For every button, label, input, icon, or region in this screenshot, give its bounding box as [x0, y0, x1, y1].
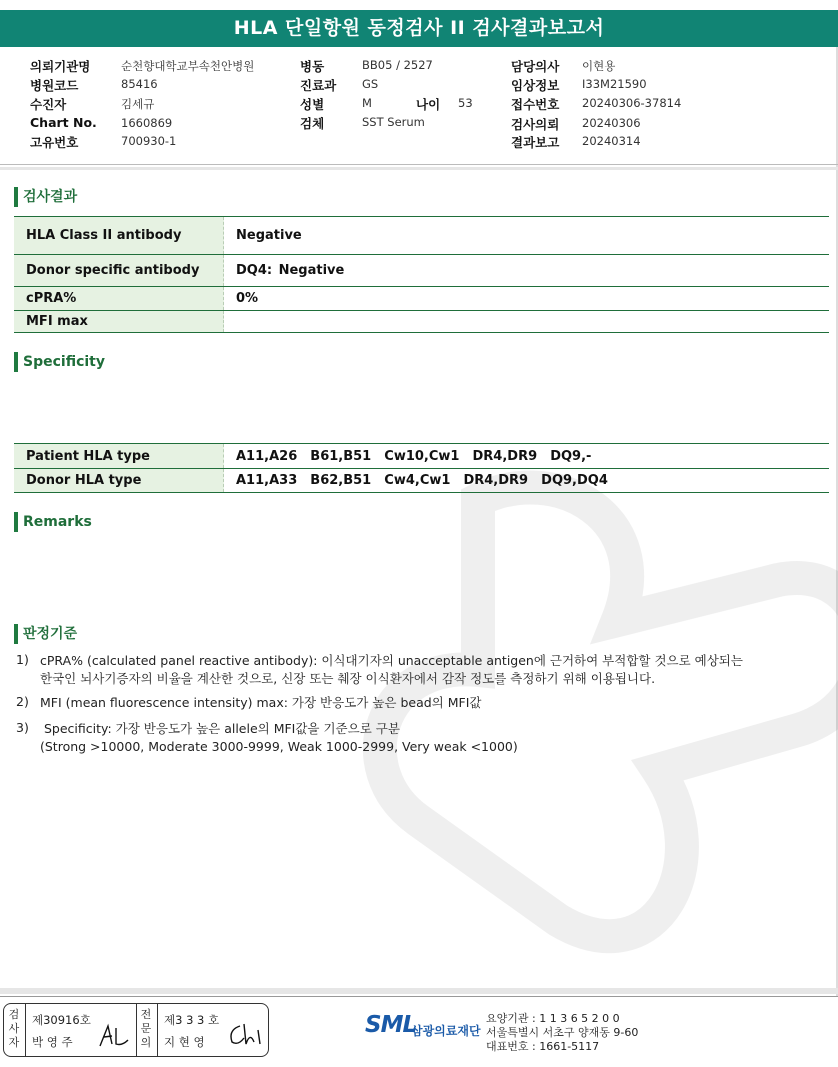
- table-row: [14, 469, 829, 493]
- row-value: Negative: [236, 228, 302, 243]
- org-address: [486, 1012, 638, 1054]
- info-label: 검사의뢰: [511, 117, 560, 132]
- report-title: HLA 단일항원 동정검사 II 검사결과보고서: [0, 10, 838, 47]
- row-label: Donor specific antibody: [14, 255, 224, 286]
- info-label: 수진자: [30, 97, 67, 112]
- license-number: 제30916호: [32, 1013, 91, 1027]
- item-text: Specificity: 가장 반응도가 높은 allele의 MFI값을 기준으로 구분: [40, 721, 400, 736]
- info-label: 검체: [300, 116, 325, 131]
- footer-divider: [0, 996, 838, 997]
- signer-name: 지 현 영: [164, 1035, 205, 1049]
- logo-mark: SML: [365, 1012, 417, 1038]
- info-label: 고유번호: [30, 135, 79, 150]
- item-text: MFI (mean fluorescence intensity) max: 가장 반응도가 높은 bead의 MFI값: [40, 695, 482, 710]
- info-label: 결과보고: [511, 135, 560, 150]
- row-value: [224, 311, 829, 332]
- row-label: Donor HLA type: [14, 469, 224, 492]
- patient-info: [0, 55, 838, 167]
- address-line: 서울특별시 서초구 양재동 9-60: [486, 1026, 639, 1039]
- table-row: [14, 255, 829, 287]
- info-value: 85416: [121, 77, 158, 91]
- info-value: GS: [362, 77, 379, 91]
- row-value: A11,A26 B61,B51 Cw10,Cw1 DR4,DR9 DQ9,-: [236, 448, 592, 464]
- info-label: 병동: [300, 59, 325, 74]
- info-value: 1660869: [121, 116, 173, 130]
- info-value: 이현용: [582, 59, 616, 73]
- item-text: (Strong >10000, Moderate 3000-9999, Weak 1000-2999, Very weak <1000): [40, 739, 518, 754]
- item-number: 1): [16, 652, 29, 667]
- signature-box: [3, 1003, 269, 1057]
- row-value: DQ4: Negative: [236, 263, 345, 278]
- info-value: 20240306: [582, 116, 641, 130]
- row-label: HLA Class II antibody: [14, 217, 224, 254]
- info-value: SST Serum: [362, 115, 425, 129]
- item-number: 3): [16, 720, 29, 735]
- row-value: 0%: [236, 291, 259, 306]
- signer-role: 전 문 의: [140, 1008, 152, 1049]
- info-value: 순천향대학교부속천안병원: [121, 59, 255, 73]
- info-label: 임상정보: [511, 78, 560, 93]
- signer-role: 검 사 자: [8, 1008, 20, 1049]
- info-value: 20240314: [582, 134, 641, 148]
- age-value: 53: [458, 96, 473, 110]
- info-label: 병원코드: [30, 78, 79, 93]
- section-title-remarks: Remarks: [14, 512, 92, 532]
- info-label: 성별: [300, 97, 325, 112]
- divider: [0, 167, 838, 170]
- phone-number: 대표번호 : 1661-5117: [486, 1040, 600, 1053]
- section-title-criteria: 판정기준: [14, 624, 77, 644]
- info-label: 진료과: [300, 78, 337, 93]
- row-label: MFI max: [14, 311, 224, 332]
- info-value: BB05 / 2527: [362, 58, 433, 72]
- license-number: 제3 3 3 호: [164, 1013, 220, 1027]
- item-text: cPRA% (calculated panel reactive antibody): 이식대기자의 unacceptable antigen에 근거하여 부적합할 것으로 예상되는: [40, 653, 743, 668]
- table-row: [14, 311, 829, 333]
- item-number: 2): [16, 694, 29, 709]
- item-text: 한국인 뇌사기증자의 비율을 계산한 것으로, 신장 또는 췌장 이식환자에서 감작 정도를 측정하기 위해 이용됩니다.: [40, 671, 656, 686]
- watermark-logo: [358, 440, 838, 1000]
- age-label: 나이: [416, 97, 441, 112]
- info-label: 의뢰기관명: [30, 59, 91, 74]
- info-label: 담당의사: [511, 59, 560, 74]
- info-value: M: [362, 96, 372, 110]
- table-row: [14, 444, 829, 469]
- section-title-specificity: Specificity: [14, 352, 105, 372]
- info-value: I33M21590: [582, 77, 647, 91]
- info-label: Chart No.: [30, 115, 97, 130]
- info-value: 700930-1: [121, 134, 177, 148]
- row-label: Patient HLA type: [14, 444, 224, 468]
- info-label: 접수번호: [511, 97, 560, 112]
- divider: [25, 1004, 26, 1056]
- signature-mark: [98, 1022, 134, 1050]
- info-value: 김세규: [121, 97, 155, 111]
- row-label: cPRA%: [14, 287, 224, 310]
- section-title-results: 검사결과: [14, 187, 77, 207]
- divider: [157, 1004, 158, 1056]
- org-name: 삼광의료재단: [411, 1024, 481, 1038]
- institution-code: 요양기관 : 1 1 3 6 5 2 0 0: [486, 1012, 620, 1025]
- table-row: [14, 217, 829, 255]
- info-value: 20240306-37814: [582, 96, 682, 110]
- divider: [0, 164, 838, 165]
- footer-divider: [0, 988, 838, 994]
- signature-mark: [226, 1020, 264, 1050]
- signer-name: 박 영 주: [32, 1035, 73, 1049]
- table-row: [14, 287, 829, 311]
- divider: [136, 1004, 137, 1056]
- row-value: A11,A33 B62,B51 Cw4,Cw1 DR4,DR9 DQ9,DQ4: [236, 473, 608, 488]
